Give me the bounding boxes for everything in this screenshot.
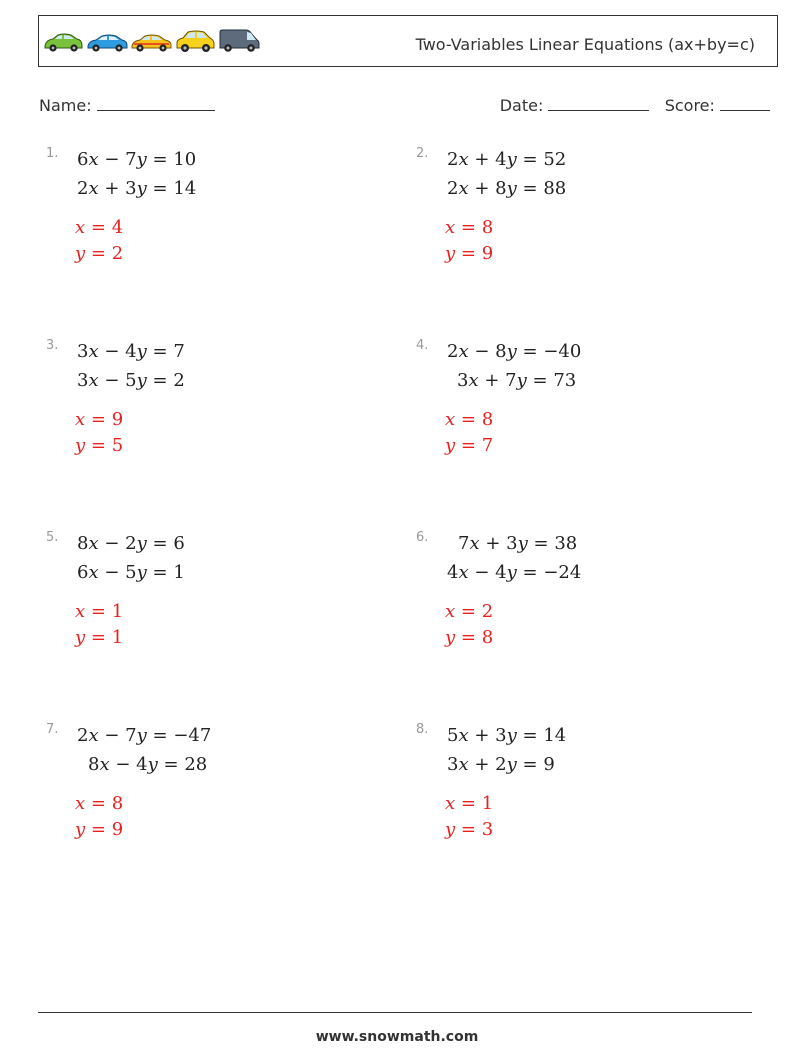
answer-y: y = 2 — [75, 243, 124, 264]
problem-8 — [416, 722, 746, 872]
answer-x: x = 1 — [445, 793, 494, 814]
operator: + — [474, 754, 490, 775]
constant: 38 — [554, 533, 578, 554]
constant: −24 — [543, 562, 582, 583]
answer-value: 2 — [111, 243, 124, 264]
coef-a: 2 — [77, 725, 89, 746]
problem-5 — [46, 530, 376, 680]
equation-1: 2x + 4y = 52 — [447, 149, 567, 170]
constant: 7 — [173, 341, 185, 362]
constant: −40 — [543, 341, 582, 362]
yellow-hatchback-icon — [174, 28, 216, 54]
answer-value: 4 — [111, 217, 124, 238]
answer-value: 7 — [481, 435, 494, 456]
problem-number: 7. — [46, 722, 59, 737]
answer-value: 8 — [481, 627, 494, 648]
coef-a: 5 — [447, 725, 459, 746]
coef-b: 5 — [125, 562, 137, 583]
coef-b: 4 — [495, 562, 507, 583]
answer-y: y = 5 — [75, 435, 124, 456]
coef-a: 3 — [457, 370, 469, 391]
answer-x: x = 8 — [445, 217, 494, 238]
date-label: Date: — [499, 96, 544, 115]
coef-b: 7 — [125, 149, 137, 170]
constant: 73 — [553, 370, 577, 391]
constant: 10 — [173, 149, 197, 170]
problem-7 — [46, 722, 376, 872]
operator: + — [485, 533, 501, 554]
name-blank[interactable] — [97, 94, 215, 111]
constant: 2 — [173, 370, 185, 391]
coef-b: 7 — [505, 370, 517, 391]
operator: − — [104, 149, 120, 170]
problem-number: 1. — [46, 146, 59, 161]
operator: − — [104, 725, 120, 746]
answer-value: 2 — [481, 601, 494, 622]
equation-2: 6x − 5y = 1 — [77, 562, 185, 583]
coef-b: 3 — [125, 178, 137, 199]
footer-url: www.snowmath.com — [315, 1029, 479, 1045]
constant: 6 — [173, 533, 185, 554]
coef-a: 2 — [447, 178, 459, 199]
operator: + — [474, 149, 490, 170]
constant: 52 — [543, 149, 567, 170]
answer-y: y = 9 — [75, 819, 124, 840]
operator: + — [474, 725, 490, 746]
coef-a: 7 — [458, 533, 470, 554]
score-blank[interactable] — [720, 94, 770, 111]
car-icons — [42, 28, 260, 54]
answer-y: y = 9 — [445, 243, 494, 264]
answer-value: 8 — [111, 793, 124, 814]
operator: − — [115, 754, 131, 775]
coef-b: 2 — [495, 754, 507, 775]
coef-a: 8 — [77, 533, 89, 554]
constant: 14 — [543, 725, 567, 746]
answer-value: 1 — [481, 793, 494, 814]
yellow-taxi-icon — [130, 28, 172, 54]
constant: 9 — [543, 754, 555, 775]
answer-y: y = 7 — [445, 435, 494, 456]
date-blank[interactable] — [548, 94, 649, 111]
operator: − — [104, 562, 120, 583]
equation-1: 6x − 7y = 10 — [77, 149, 197, 170]
coef-b: 5 — [125, 370, 137, 391]
operator: + — [474, 178, 490, 199]
equation-1: 8x − 2y = 6 — [77, 533, 185, 554]
coef-a: 2 — [447, 341, 459, 362]
problem-4 — [416, 338, 746, 488]
blue-car-icon — [86, 28, 128, 54]
coef-a: 4 — [447, 562, 459, 583]
coef-a: 2 — [77, 178, 89, 199]
equation-2: 8x − 4y = 28 — [88, 754, 208, 775]
operator: + — [104, 178, 120, 199]
problem-1 — [46, 146, 376, 296]
problem-number: 6. — [416, 530, 429, 545]
problem-number: 5. — [46, 530, 59, 545]
coef-a: 3 — [447, 754, 459, 775]
problem-number: 3. — [46, 338, 59, 353]
operator: + — [484, 370, 500, 391]
coef-a: 6 — [77, 149, 89, 170]
date-score-fields — [500, 94, 770, 115]
constant: 88 — [543, 178, 567, 199]
constant: 14 — [173, 178, 197, 199]
operator: − — [104, 370, 120, 391]
equation-1: 2x − 7y = −47 — [77, 725, 212, 746]
answer-value: 9 — [111, 409, 124, 430]
coef-b: 7 — [125, 725, 137, 746]
constant: 1 — [173, 562, 185, 583]
problem-number: 2. — [416, 146, 429, 161]
coef-b: 3 — [506, 533, 518, 554]
equation-2: 2x + 8y = 88 — [447, 178, 567, 199]
constant: 28 — [184, 754, 208, 775]
gray-van-icon — [218, 28, 260, 54]
coef-a: 3 — [77, 370, 89, 391]
coef-b: 4 — [125, 341, 137, 362]
problem-6 — [416, 530, 746, 680]
coef-a: 2 — [447, 149, 459, 170]
answer-x: x = 8 — [75, 793, 124, 814]
answer-value: 9 — [111, 819, 124, 840]
coef-b: 8 — [495, 341, 507, 362]
answer-x: x = 4 — [75, 217, 124, 238]
answer-y: y = 8 — [445, 627, 494, 648]
answer-x: x = 8 — [445, 409, 494, 430]
operator: − — [474, 341, 490, 362]
equation-1: 7x + 3y = 38 — [458, 533, 578, 554]
coef-a: 3 — [77, 341, 89, 362]
worksheet-title: Two-Variables Linear Equations (ax+by=c) — [415, 35, 755, 54]
answer-value: 8 — [481, 409, 494, 430]
equation-2: 3x + 2y = 9 — [447, 754, 555, 775]
answer-value: 8 — [481, 217, 494, 238]
answer-value: 1 — [111, 627, 124, 648]
answer-value: 3 — [481, 819, 494, 840]
answer-x: x = 9 — [75, 409, 124, 430]
problem-number: 8. — [416, 722, 429, 737]
coef-b: 4 — [136, 754, 148, 775]
green-car-icon — [42, 28, 84, 54]
problem-2 — [416, 146, 746, 296]
answer-value: 5 — [111, 435, 124, 456]
footer-divider — [38, 1012, 752, 1013]
problem-3 — [46, 338, 376, 488]
coef-a: 6 — [77, 562, 89, 583]
coef-b: 8 — [495, 178, 507, 199]
equation-2: 2x + 3y = 14 — [77, 178, 197, 199]
answer-value: 1 — [111, 601, 124, 622]
coef-b: 2 — [125, 533, 137, 554]
equation-2: 4x − 4y = −24 — [447, 562, 582, 583]
header-box — [38, 15, 778, 67]
answer-y: y = 1 — [75, 627, 124, 648]
equation-2: 3x + 7y = 73 — [457, 370, 577, 391]
answer-y: y = 3 — [445, 819, 494, 840]
operator: − — [104, 533, 120, 554]
score-label: Score: — [664, 96, 715, 115]
equation-1: 5x + 3y = 14 — [447, 725, 567, 746]
coef-b: 4 — [495, 149, 507, 170]
answer-x: x = 2 — [445, 601, 494, 622]
operator: − — [474, 562, 490, 583]
equation-1: 3x − 4y = 7 — [77, 341, 185, 362]
equation-1: 2x − 8y = −40 — [447, 341, 582, 362]
equation-2: 3x − 5y = 2 — [77, 370, 185, 391]
constant: −47 — [173, 725, 212, 746]
problem-number: 4. — [416, 338, 429, 353]
answer-value: 9 — [481, 243, 494, 264]
coef-b: 3 — [495, 725, 507, 746]
name-label: Name: — [39, 96, 92, 115]
coef-a: 8 — [88, 754, 100, 775]
operator: − — [104, 341, 120, 362]
answer-x: x = 1 — [75, 601, 124, 622]
name-field — [39, 94, 215, 115]
